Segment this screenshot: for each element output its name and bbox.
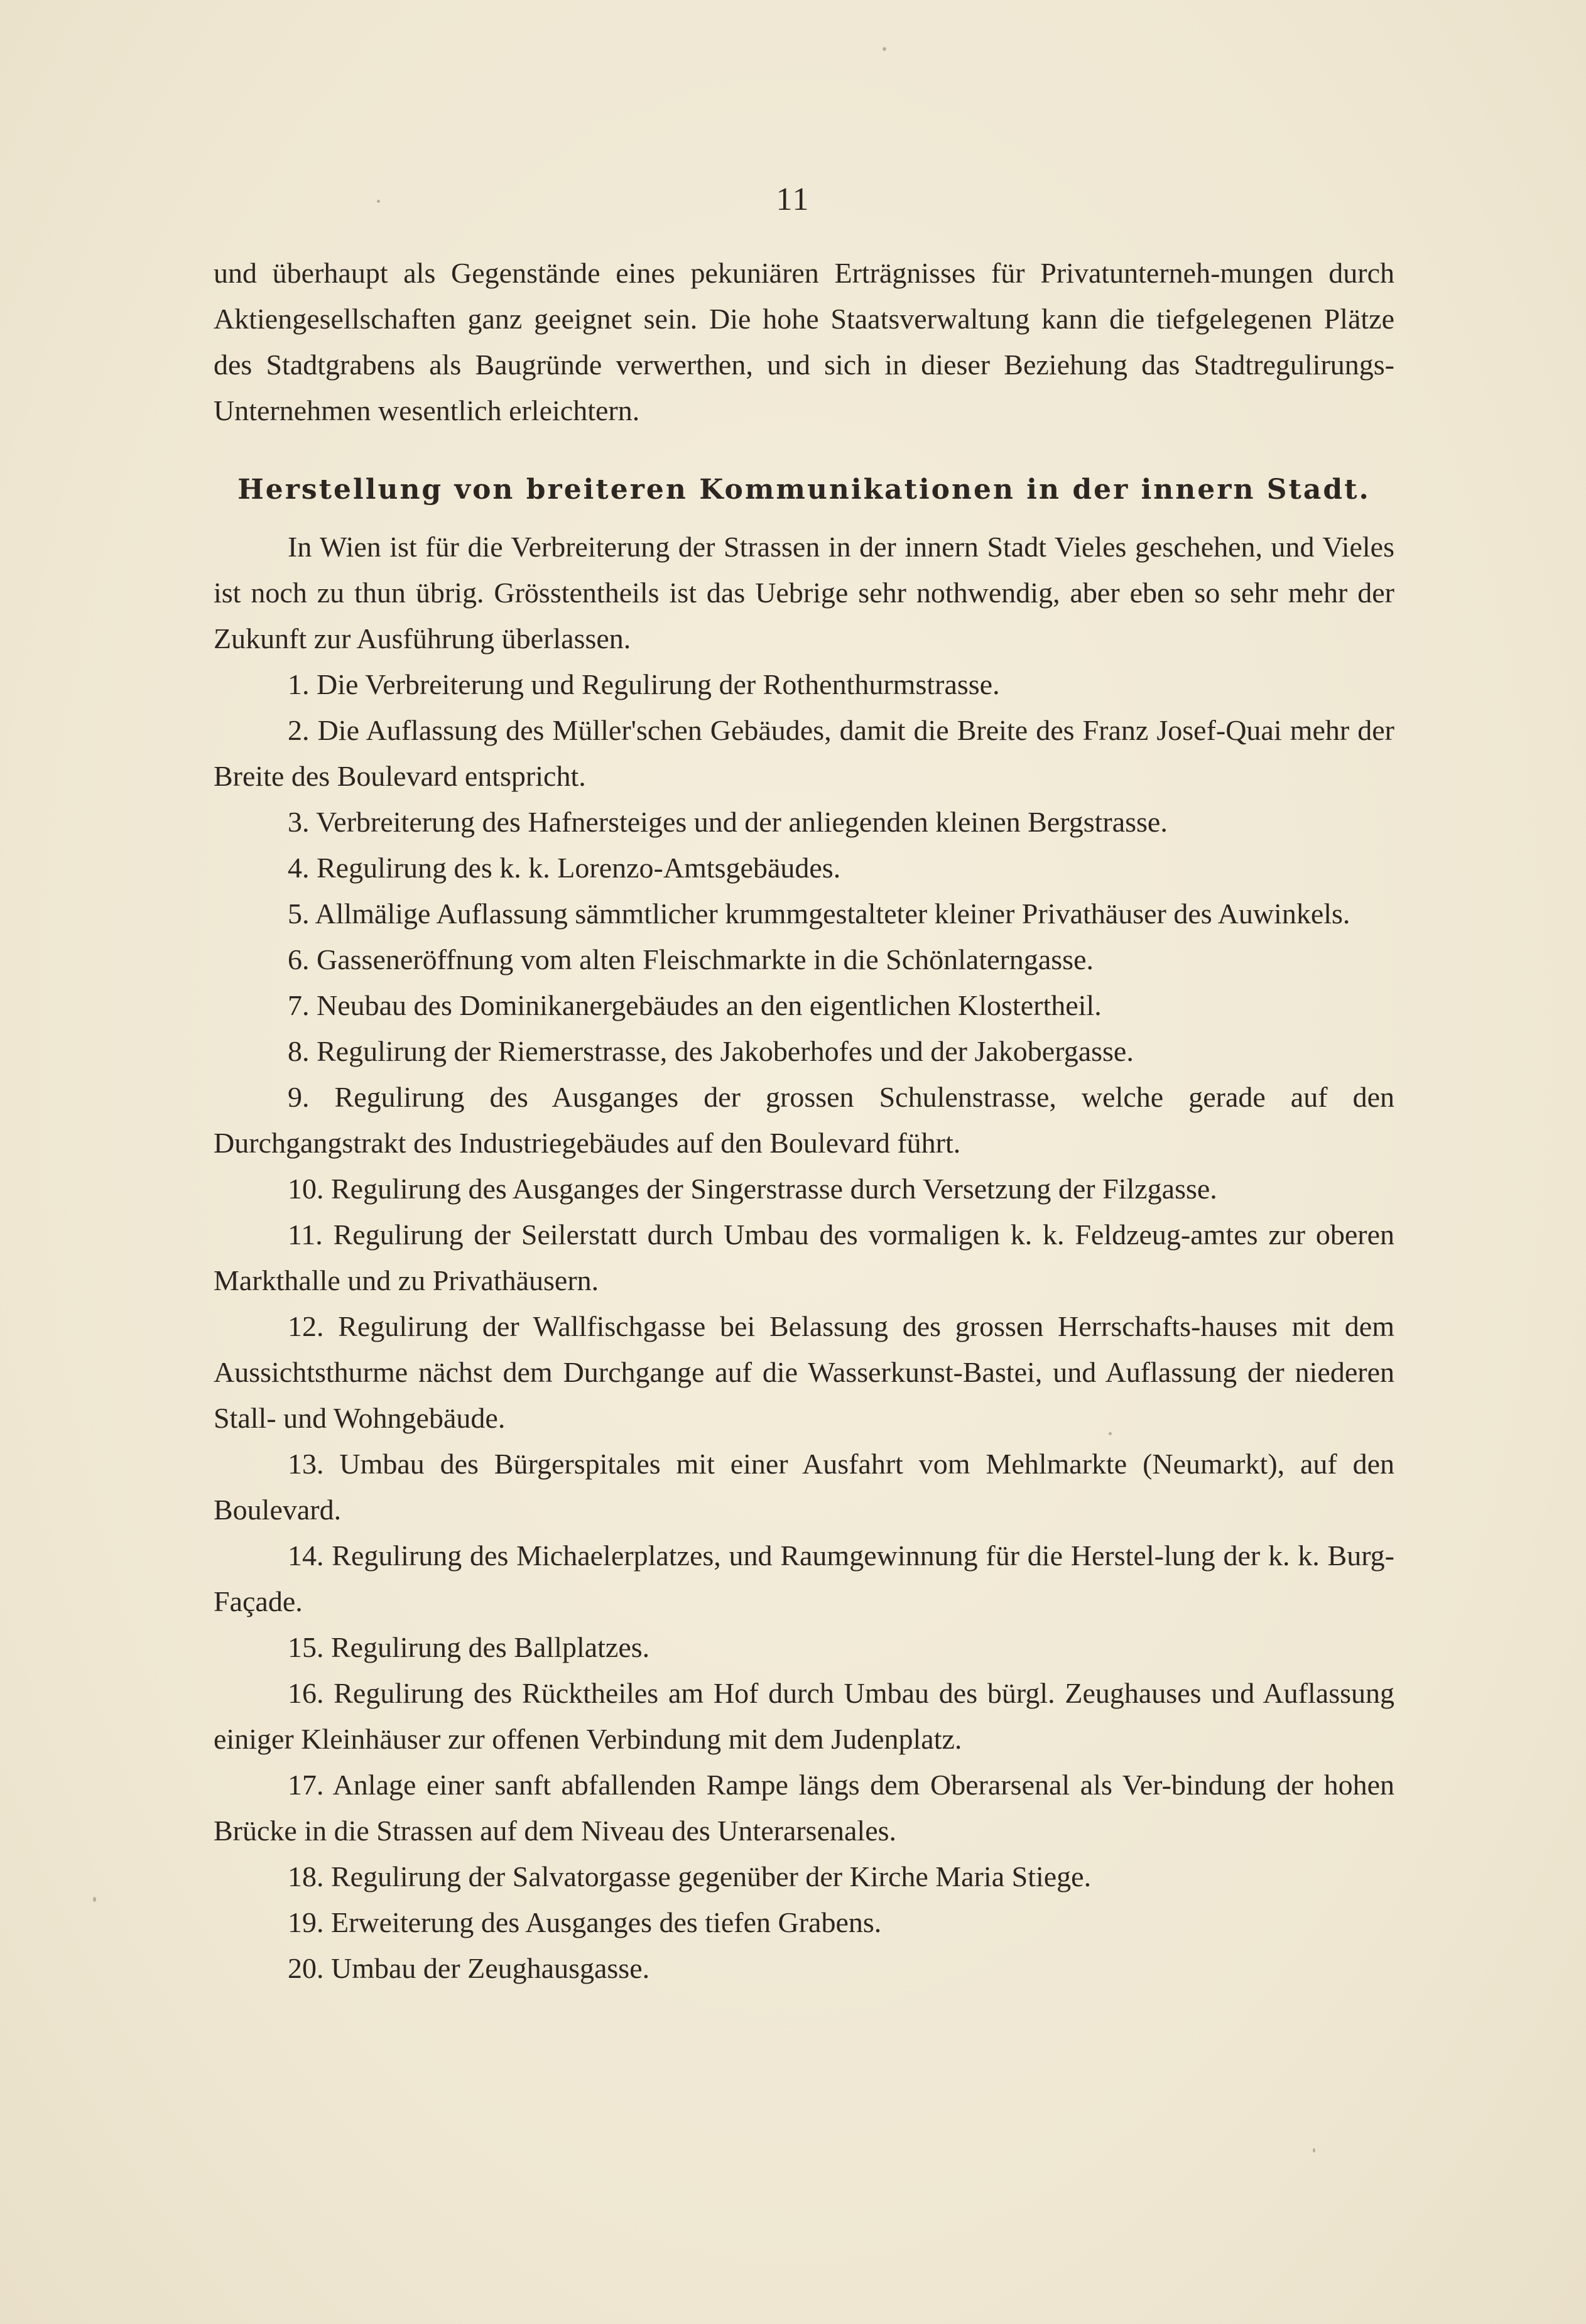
page-body bbox=[214, 250, 1394, 1991]
list-item bbox=[214, 1303, 1394, 1441]
list-item bbox=[214, 1624, 1394, 1670]
list-item-number: 10. bbox=[288, 1173, 324, 1205]
list-item bbox=[214, 1028, 1394, 1074]
list-item-number: 18. bbox=[288, 1860, 324, 1892]
list-item-text: Regulirung des Ausganges der grossen Schulenstrasse, welche gerade auf den Durchgangstrakt des Industriegebäudes auf den Boulevard führt. bbox=[214, 1081, 1394, 1159]
list-item-text: Regulirung der Riemerstrasse, des Jakoberhofes und der Jakobergasse. bbox=[317, 1035, 1134, 1067]
list-item-text: Regulirung der Seilerstatt durch Umbau des vormaligen k. k. Feldzeug-amtes zur oberen Markthalle und zu Privathäusern. bbox=[214, 1219, 1395, 1296]
list-item-text: Anlage einer sanft abfallenden Rampe längs dem Oberarsenal als Ver-bindung der hohen Brücke in die Strassen auf dem Niveau des Unterarsenales. bbox=[214, 1769, 1395, 1847]
list-item-number: 14. bbox=[288, 1539, 324, 1572]
section-intro-paragraph: In Wien ist für die Verbreiterung der Strassen in der innern Stadt Vieles geschehen, und Vieles ist noch zu thun übrig. Grösstentheils ist das Uebrige sehr nothwendig, aber eben so sehr mehr der Zukunft zur Ausführung überlassen. bbox=[214, 531, 1394, 654]
list-item-text: Gasseneröffnung vom alten Fleischmarkte in die Schönlaterngasse. bbox=[317, 943, 1094, 975]
list-item-number: 6. bbox=[288, 943, 310, 975]
list-item bbox=[214, 1212, 1394, 1303]
list-item-text: Regulirung der Salvatorgasse gegenüber der Kirche Maria Stiege. bbox=[331, 1860, 1092, 1892]
list-item bbox=[214, 1074, 1394, 1166]
paper-speck bbox=[1109, 1432, 1112, 1435]
list-item-text: Umbau der Zeughausgasse. bbox=[331, 1952, 650, 1984]
section-heading: Herstellung von breiteren Kommunikationen in der innern Stadt. bbox=[237, 474, 1371, 506]
list-item bbox=[214, 799, 1394, 845]
intro-paragraph: und überhaupt als Gegenstände eines pekuniären Erträgnisses für Privatunterneh-mungen durch Aktiengesellschaften ganz geeignet sein. Die hohe Staatsverwaltung kann die tiefgelegenen Plätze des Stadtgrabens als Baugründe verwerthen, und sich in dieser Beziehung das Stadtregulirungs-Unternehmen wesentlich erleichtern. bbox=[214, 257, 1394, 426]
list-item-text: Regulirung des Michaelerplatzes, und Raumgewinnung für die Herstel-lung der k. k. Burg-Façade. bbox=[214, 1539, 1395, 1617]
numbered-list bbox=[214, 661, 1394, 1991]
list-item bbox=[214, 1441, 1394, 1533]
list-item-number: 11. bbox=[288, 1219, 323, 1251]
list-item bbox=[214, 1533, 1394, 1624]
list-item-text: Die Verbreiterung und Regulirung der Rothenthurmstrasse. bbox=[317, 668, 1000, 700]
list-item bbox=[214, 845, 1394, 891]
list-item-number: 12. bbox=[288, 1310, 324, 1342]
list-item bbox=[214, 1854, 1394, 1899]
list-item bbox=[214, 707, 1394, 799]
list-item bbox=[214, 982, 1394, 1028]
list-item-number: 7. bbox=[288, 989, 310, 1021]
list-item bbox=[214, 1166, 1394, 1212]
list-item-text: Regulirung des k. k. Lorenzo-Amtsgebäudes. bbox=[317, 852, 841, 884]
list-item-number: 9. bbox=[288, 1081, 310, 1113]
list-item bbox=[214, 1945, 1394, 1991]
list-item-number: 8. bbox=[288, 1035, 310, 1067]
list-item bbox=[214, 891, 1394, 937]
list-item-text: Regulirung der Wallfischgasse bei Belassung des grossen Herrschafts-hauses mit dem Aussichtsthurme nächst dem Durchgange auf die Wasserkunst-Bastei, und Auflassung der niederen Stall- und Wohngebäude. bbox=[214, 1310, 1394, 1434]
list-item-text: Umbau des Bürgerspitales mit einer Ausfahrt vom Mehlmarkte (Neumarkt), auf den Boulevard. bbox=[214, 1448, 1395, 1526]
list-item-number: 5. bbox=[288, 898, 310, 930]
list-item-text: Regulirung des Ballplatzes. bbox=[331, 1631, 650, 1663]
list-item-number: 1. bbox=[288, 668, 310, 700]
list-item-number: 19. bbox=[288, 1906, 324, 1938]
list-item-number: 17. bbox=[288, 1769, 324, 1801]
list-item-number: 16. bbox=[288, 1677, 324, 1709]
page-number: 11 bbox=[776, 182, 810, 217]
paper-speck bbox=[377, 200, 380, 203]
paper-speck bbox=[93, 1897, 96, 1902]
list-item-number: 13. bbox=[288, 1448, 324, 1480]
paper-speck bbox=[1313, 2148, 1315, 2153]
list-item-number: 4. bbox=[288, 852, 310, 884]
list-item-text: Die Auflassung des Müller'schen Gebäudes, damit die Breite des Franz Josef-Quai mehr der Breite des Boulevard entspricht. bbox=[214, 714, 1394, 792]
list-item bbox=[214, 937, 1394, 982]
list-item-number: 20. bbox=[288, 1952, 324, 1984]
list-item-text: Verbreiterung des Hafnersteiges und der anliegenden kleinen Bergstrasse. bbox=[316, 806, 1168, 838]
list-item-text: Neubau des Dominikanergebäudes an den eigentlichen Klostertheil. bbox=[317, 989, 1102, 1021]
list-item-number: 3. bbox=[288, 806, 310, 838]
list-item bbox=[214, 661, 1394, 707]
list-item bbox=[214, 1670, 1394, 1762]
list-item-text: Allmälige Auflassung sämmtlicher krummgestalteter kleiner Privathäuser des Auwinkels. bbox=[315, 898, 1350, 930]
list-item bbox=[214, 1899, 1394, 1945]
list-item-text: Regulirung des Rücktheiles am Hof durch Umbau des bürgl. Zeughauses und Auflassung einiger Kleinhäuser zur offenen Verbindung mit dem Judenplatz. bbox=[214, 1677, 1394, 1755]
list-item-number: 15. bbox=[288, 1631, 324, 1663]
list-item-number: 2. bbox=[288, 714, 310, 746]
list-item bbox=[214, 1762, 1394, 1854]
list-item-text: Regulirung des Ausganges der Singerstrasse durch Versetzung der Filzgasse. bbox=[331, 1173, 1217, 1205]
list-item-text: Erweiterung des Ausganges des tiefen Grabens. bbox=[331, 1906, 882, 1938]
paper-speck bbox=[883, 47, 886, 51]
